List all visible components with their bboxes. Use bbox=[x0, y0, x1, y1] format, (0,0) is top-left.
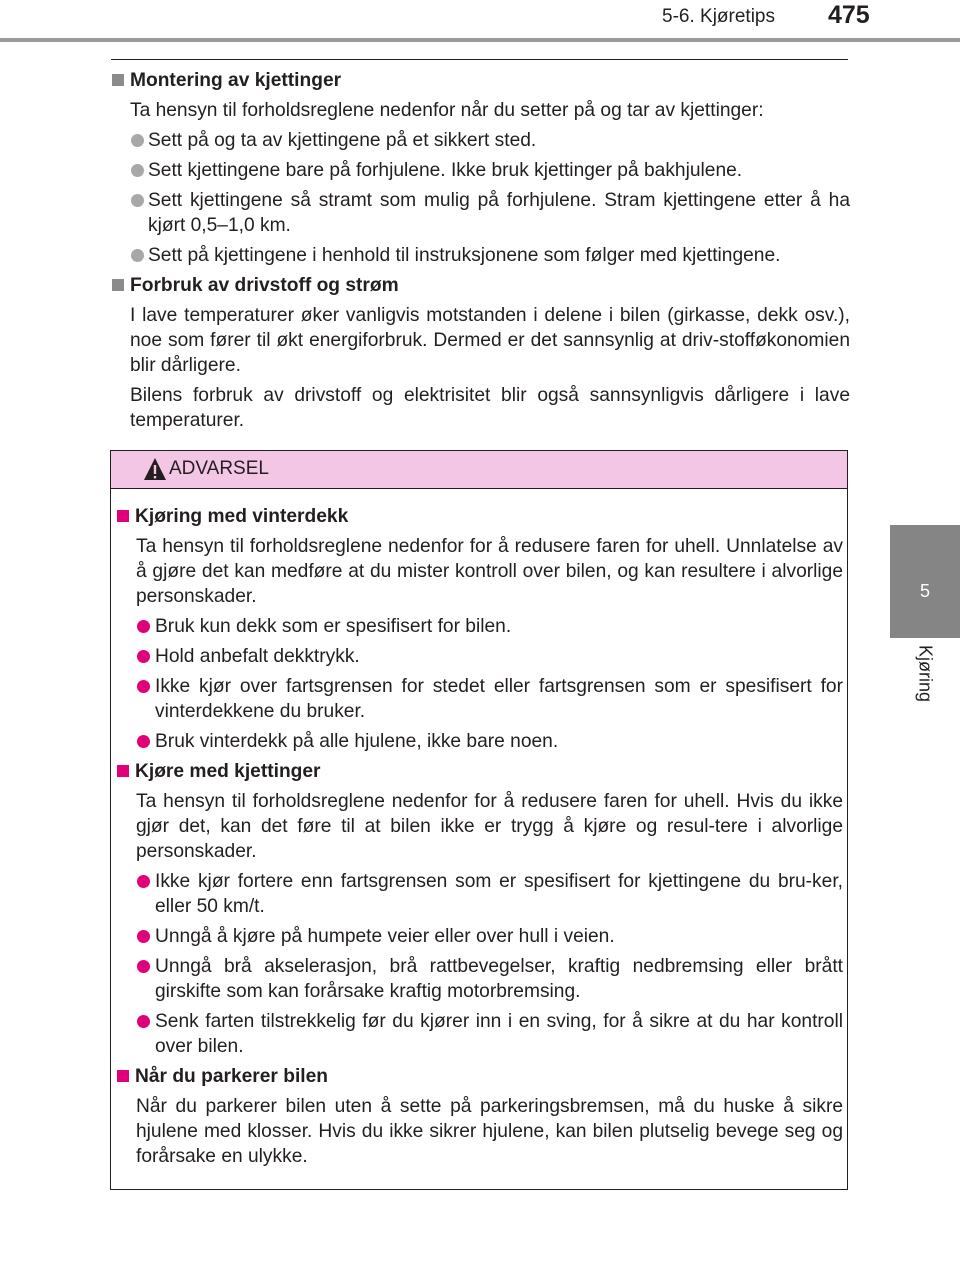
chapter-tab bbox=[890, 525, 960, 638]
warning-bullet: Bruk vinterdekk på alle hjulene, ikke bare noen. bbox=[115, 729, 843, 754]
warning-paragraph: Når du parkerer bilen uten å sette på parkeringsbremsen, må du huske å sikre hjulene med klosser. Hvis du ikke sikrer hjulene, kan bilen plutselig bevege seg og forårsake en ulykke. bbox=[136, 1096, 843, 1167]
chapter-label-container bbox=[890, 645, 960, 745]
warning-bullet: Unngå å kjøre på humpete veier eller over hull i veien. bbox=[115, 924, 843, 949]
bullet-dot-icon bbox=[131, 134, 144, 147]
bullet-item: Sett kjettingene så stramt som mulig på forhjulene. Stram kjettingene etter å ha kjørt 0,5–1,0 km. bbox=[110, 188, 850, 238]
warning-bullet: Ikke kjør fortere enn fartsgrensen som er spesifisert for kjettingene du bru-ker, eller 50 km/t. bbox=[115, 869, 843, 919]
square-bullet-icon bbox=[117, 1070, 129, 1082]
section-paragraph: I lave temperaturer øker vanligvis motstanden i delene i bilen (girkasse, dekk osv.), noe som fører til økt energiforbruk. Dermed er det sannsynlig at driv-stofføkonomien blir dårligere. bbox=[130, 305, 850, 376]
chapter-label: Kjøring bbox=[915, 645, 936, 703]
warning-title: ADVARSEL bbox=[169, 458, 269, 479]
warning-box bbox=[110, 450, 848, 1190]
section-heading: Forbruk av drivstoff og strøm bbox=[110, 273, 850, 298]
warning-triangle-icon bbox=[143, 457, 167, 481]
warning-heading: Når du parkerer bilen bbox=[115, 1064, 843, 1089]
warning-heading: Kjøring med vinterdekk bbox=[115, 504, 843, 529]
warning-bullet: Hold anbefalt dekktrykk. bbox=[115, 644, 843, 669]
section-heading: Montering av kjettinger bbox=[110, 68, 850, 93]
square-bullet-icon bbox=[112, 279, 124, 291]
square-bullet-icon bbox=[117, 510, 129, 522]
bullet-dot-icon bbox=[131, 249, 144, 262]
warning-bullet: Unngå brå akselerasjon, brå rattbevegelser, kraftig nedbremsing eller brått girskifte som kan forårsake kraftig motorbremsing. bbox=[115, 954, 843, 1004]
bullet-dot-icon bbox=[137, 930, 150, 943]
warning-body bbox=[115, 504, 843, 1174]
header-rule bbox=[0, 38, 960, 42]
square-bullet-icon bbox=[117, 765, 129, 777]
bullet-item: Sett på kjettingene i henhold til instruksjonene som følger med kjettingene. bbox=[110, 243, 850, 268]
bullet-dot-icon bbox=[137, 650, 150, 663]
bullet-dot-icon bbox=[137, 680, 150, 693]
warning-heading: Kjøre med kjettinger bbox=[115, 759, 843, 784]
bullet-dot-icon bbox=[137, 735, 150, 748]
bullet-dot-icon bbox=[131, 194, 144, 207]
section-paragraph: Bilens forbruk av drivstoff og elektrisitet blir også sannsynligvis dårligere i lave temperaturer. bbox=[130, 385, 850, 431]
square-bullet-icon bbox=[112, 74, 124, 86]
chapter-number: 5 bbox=[919, 581, 930, 601]
warning-paragraph: Ta hensyn til forholdsreglene nedenfor for å redusere faren for uhell. Unnlatelse av å gjøre det kan medføre at du mister kontroll over bilen, og kan resultere i alvorlige personskader. bbox=[136, 536, 843, 607]
top-rule bbox=[111, 59, 848, 60]
page-number: 475 bbox=[828, 1, 870, 29]
header-section-title: 5-6. Kjøretips bbox=[662, 6, 775, 27]
bullet-item: Sett på og ta av kjettingene på et sikkert sted. bbox=[110, 128, 850, 153]
bullet-dot-icon bbox=[137, 620, 150, 633]
section-paragraph: Ta hensyn til forholdsreglene nedenfor når du setter på og tar av kjettinger: bbox=[130, 100, 764, 121]
warning-bullet: Ikke kjør over fartsgrensen for stedet eller fartsgrensen som er spesifisert for vinterdekkene du bruker. bbox=[115, 674, 843, 724]
main-content bbox=[110, 68, 850, 438]
bullet-dot-icon bbox=[137, 875, 150, 888]
warning-bullet: Senk farten tilstrekkelig før du kjører inn i en sving, for å sikre at du har kontroll over bilen. bbox=[115, 1009, 843, 1059]
bullet-dot-icon bbox=[137, 960, 150, 973]
warning-header bbox=[111, 451, 847, 489]
bullet-dot-icon bbox=[137, 1015, 150, 1028]
bullet-dot-icon bbox=[131, 164, 144, 177]
warning-bullet: Bruk kun dekk som er spesifisert for bilen. bbox=[115, 614, 843, 639]
bullet-item: Sett kjettingene bare på forhjulene. Ikke bruk kjettinger på bakhjulene. bbox=[110, 158, 850, 183]
warning-paragraph: Ta hensyn til forholdsreglene nedenfor for å redusere faren for uhell. Hvis du ikke gjør det, kan det føre til at bilen ikke er trygg å kjøre og resul-tere i alvorlige personskader. bbox=[136, 791, 843, 862]
